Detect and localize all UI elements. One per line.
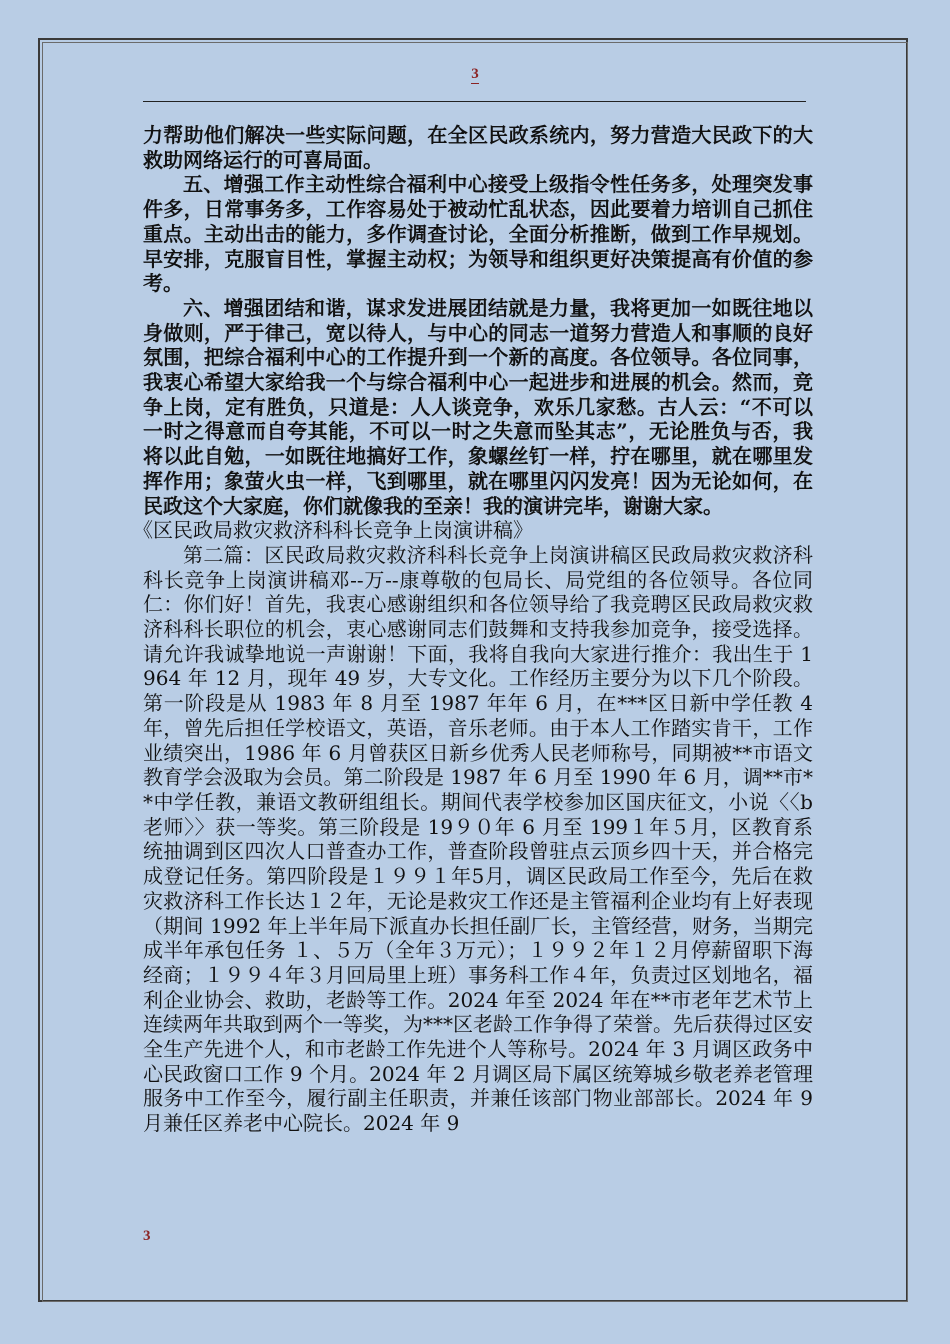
paragraph-point-five: 五、增强工作主动性综合福利中心接受上级指令性任务多，处理突发事件多，日常事务多，工作容易处于被动忙乱状态，因此要着力培训自己抓住重点。主动出击的能力，多作调查讨论，全面分析推断，做到工作早规划。早安排，克服盲目性，掌握主动权；为领导和组织更好决策提高有价值的参考。 [143,172,813,296]
header-rule [143,101,806,102]
header-page-number-text: 3 [471,66,479,82]
paragraph-continuation: 力帮助他们解决一些实际问题，在全区民政系统内，努力营造大民政下的大救助网络运行的可喜局面。 [143,123,813,172]
paragraph-part-two: 第二篇：区民政局救灾救济科科长竞争上岗演讲稿区民政局救灾救济科科长竞争上岗演讲稿邓--万--康尊敬的包局长、局党组的各位领导。各位同仁：你们好！首先，我衷心感谢组织和各位领导给了我竞聘区民政局救灾救济科科长职位的机会，衷心感谢同志们鼓舞和支持我参加竞争，接受选择。请允许我诚挚地说一声谢谢！下面，我将自我向大家进行推介：我出生于 1964 年 12 月，现年 49 岁，大专文化。工作经历主要分为以下几个阶段。第一阶段是从 1983 年 8 月至 1987 年年 6 月，在***区日新中学任教 4 年，曾先后担任学校语文，英语，音乐老师。由于本人工作踏实肯干，工作业绩突出，1986 年 6 月曾获区日新乡优秀人民老师称号，同期被**市语文教育学会汲取为会员。第二阶段是 1987 年 6 月至 1990 年 6 月，调**市**中学任教，兼语文教研组组长。期间代表学校参加区国庆征文，小说〈〈b 老师〉〉获一等奖。第三阶段是 19９０年 6 月至 199１年５月，区教育系统抽调到区四次人口普查办工作，普查阶段曾驻点云顶乡四十天，并合格完成登记任务。第四阶段是１９９１年5月，调区民政局工作至今，先后在救灾救济科工作长达１２年，无论是救灾工作还是主管福利企业均有上好表现（期间 1992 年上半年局下派直办长担任副厂长，主管经营，财务，当期完成半年承包任务 １、５万（全年３万元）；１９９２年１２月停薪留职下海经商；１９９４年３月回局里上班）事务科工作４年，负责过区划地名，福利企业协会、救助，老龄等工作。2024 年至 2024 年在**市老年艺术节上连续两年共取到两个一等奖，为***区老龄工作争得了荣誉。先后获得过区安全生产先进个人，和市老龄工作先进个人等称号。2024 年 3 月调区政务中心民政窗口工作 9 个月。2024 年 2 月调区局下属区统筹城乡敬老养老管理服务中工作至今，履行副主任职责，并兼任该部门物业部部长。2024 年 9 月兼任区养老中心院长。2024 年 9 [143,542,813,1136]
footer-page-number: 3 [143,1228,151,1244]
document-title-line: 《区民政局救灾救济科科长竞争上岗演讲稿》 [133,518,533,543]
document-body [133,123,813,1136]
paragraph-point-six: 六、增强团结和谐，谋求发进展团结就是力量，我将更加一如既往地以身做则，严于律己，宽以待人，与中心的同志一道努力营造人和事顺的良好氛围，把综合福利中心的工作提升到一个新的高度。各位领导。各位同事，我衷心希望大家给我一个与综合福利中心一起进步和进展的机会。然而，竞争上岗，定有胜负，只道是：人人谈竞争，欢乐几家愁。古人云：“不可以一时之得意而自夸其能，不可以一时之失意而坠其志”，无论胜负与否，我将以此自勉，一如既往地搞好工作，象螺丝钉一样，拧在哪里，就在哪里发挥作用；象萤火虫一样，飞到哪里，就在哪里闪闪发亮！因为无论如何，在民政这个大家庭，你们就像我的至亲！我的演讲完毕，谢谢大家。 [143,295,813,518]
header-page-number [0,66,950,83]
